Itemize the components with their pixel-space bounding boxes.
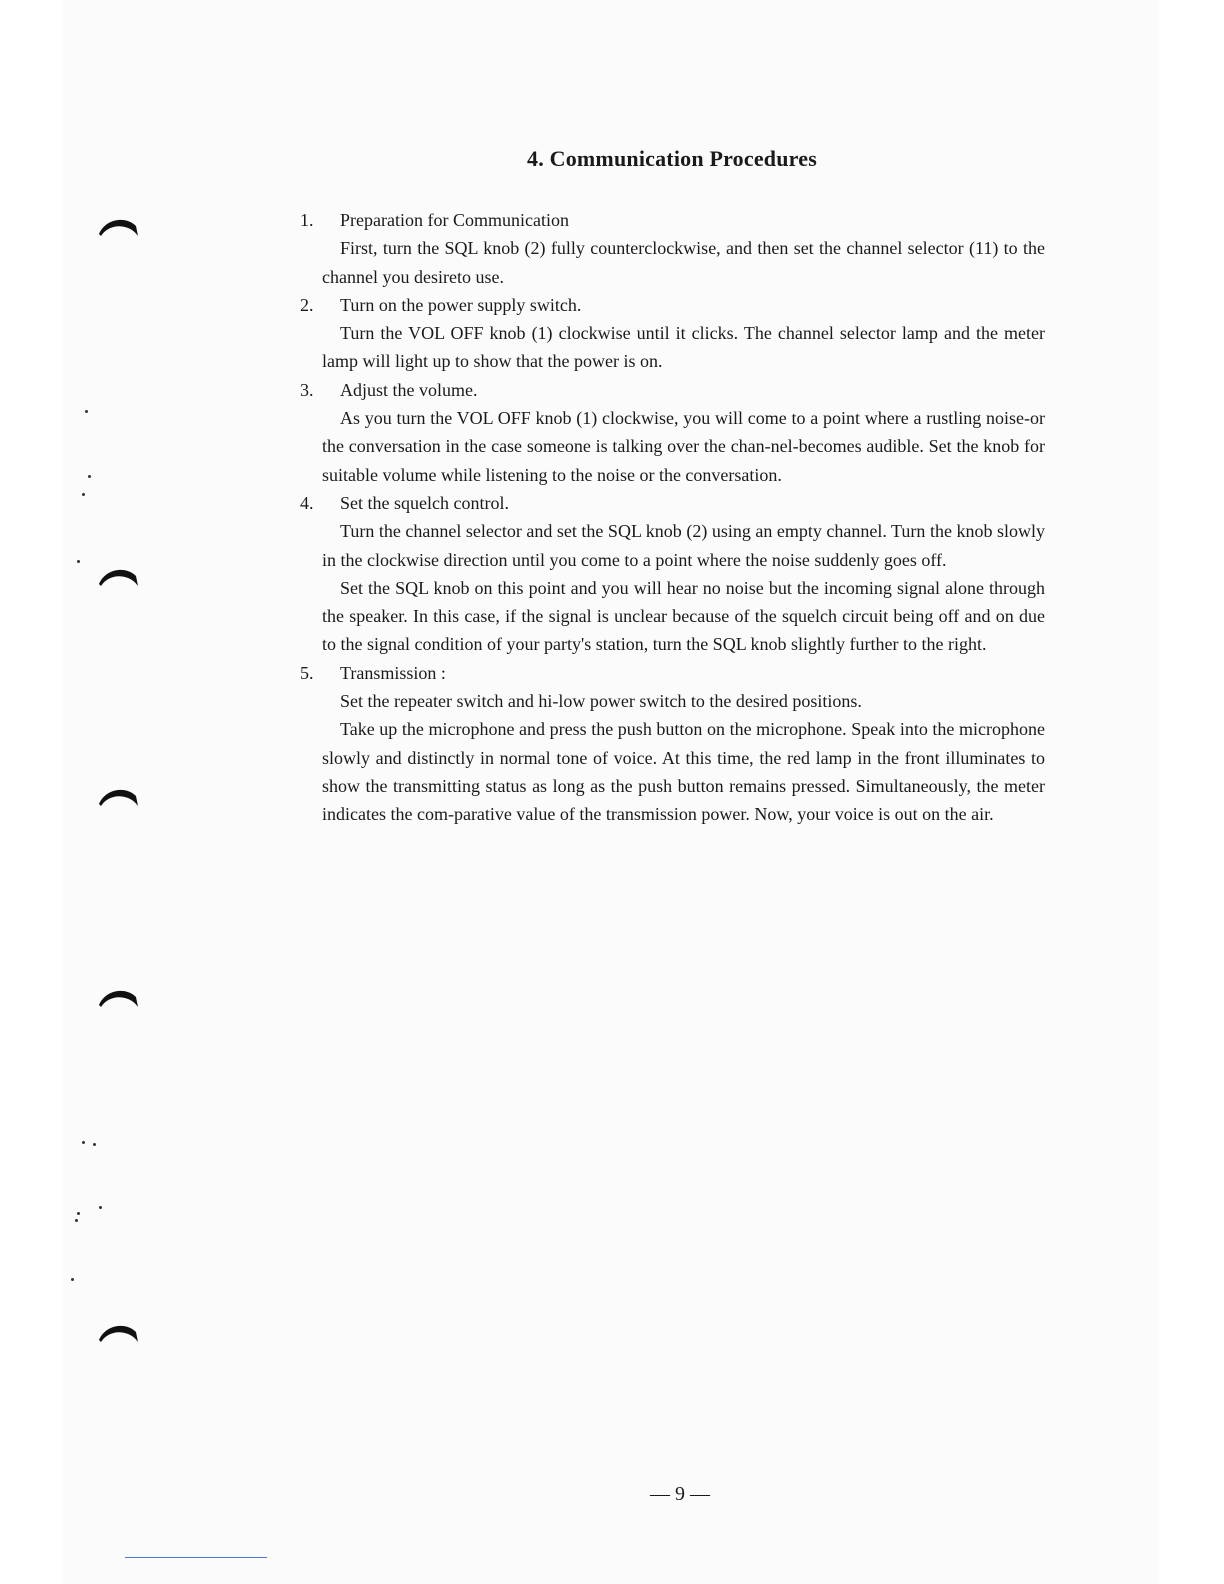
step-number: 5. xyxy=(300,662,314,683)
binder-hole-mark xyxy=(96,1318,142,1344)
step-paragraph: Set the repeater switch and hi-low power switch to the desired positions. xyxy=(340,691,862,712)
scan-edge-line xyxy=(125,1557,267,1558)
step-4 xyxy=(300,489,1045,659)
procedure-list xyxy=(300,206,1045,829)
page-title: 4. Communication Procedures xyxy=(527,146,817,171)
step-2 xyxy=(300,291,1045,376)
binder-hole-mark xyxy=(96,562,142,588)
step-number: 1. xyxy=(300,210,314,230)
step-5 xyxy=(300,659,1045,829)
step-number: 2. xyxy=(300,294,314,315)
binder-hole-mark xyxy=(96,782,142,808)
step-1 xyxy=(300,206,1045,291)
scan-speck xyxy=(82,1141,85,1144)
scan-speck xyxy=(82,493,85,496)
step-heading: Transmission : xyxy=(340,662,446,683)
scan-speck xyxy=(99,1206,102,1209)
scan-speck xyxy=(77,560,80,563)
step-paragraph: Turn the VOL OFF knob (1) clockwise until it clicks. The channel selector lamp and the meter lamp will light up to show that the power is on. xyxy=(322,323,1045,372)
step-paragraph: As you turn the VOL OFF knob (1) clockwise, you will come to a point where a rustling noise-or the conversation in the case someone is talking over the chan-nel-becomes audible. Set the knob for suitable volume while listening to the noise or the conversation. xyxy=(322,408,1045,485)
step-paragraph: Turn the channel selector and set the SQL knob (2) using an empty channel. Turn the knob slowly in the clockwise direction until you come to a point where the noise suddenly goes off. xyxy=(322,521,1045,570)
step-heading: Adjust the volume. xyxy=(340,379,478,400)
scan-speck xyxy=(75,1219,78,1222)
scan-speck xyxy=(93,1143,96,1146)
step-heading: Set the squelch control. xyxy=(340,492,509,513)
step-paragraph: First, turn the SQL knob (2) fully counterclockwise, and then set the channel selector (11) to the channel you desireto use. xyxy=(322,238,1045,287)
step-3 xyxy=(300,376,1045,489)
step-heading: Preparation for Communication xyxy=(340,210,569,230)
step-heading: Turn on the power supply switch. xyxy=(340,294,582,315)
scan-speck xyxy=(71,1278,74,1281)
step-paragraph: Take up the microphone and press the push button on the microphone. Speak into the microphone slowly and distinctly in normal tone of voice. At this time, the red lamp in the front illuminates to show the transmitting status as long as the push button remains pressed. Simultaneously, the meter indicates the com-parative value of the transmission power. Now, your voice is out on the air. xyxy=(322,719,1045,825)
scan-speck xyxy=(88,475,91,478)
binder-hole-mark xyxy=(96,983,142,1009)
step-paragraph: Set the SQL knob on this point and you will hear no noise but the incoming signal alone through the speaker. In this case, if the signal is unclear because of the squelch circuit being off and on due to the signal condition of your party's station, turn the SQL knob slightly further to the right. xyxy=(322,577,1045,655)
page-number: — 9 — xyxy=(650,1483,710,1505)
scan-speck xyxy=(77,1212,80,1215)
step-number: 4. xyxy=(300,492,314,513)
scan-speck xyxy=(85,410,88,413)
binder-hole-mark xyxy=(96,212,142,238)
step-number: 3. xyxy=(300,379,314,400)
